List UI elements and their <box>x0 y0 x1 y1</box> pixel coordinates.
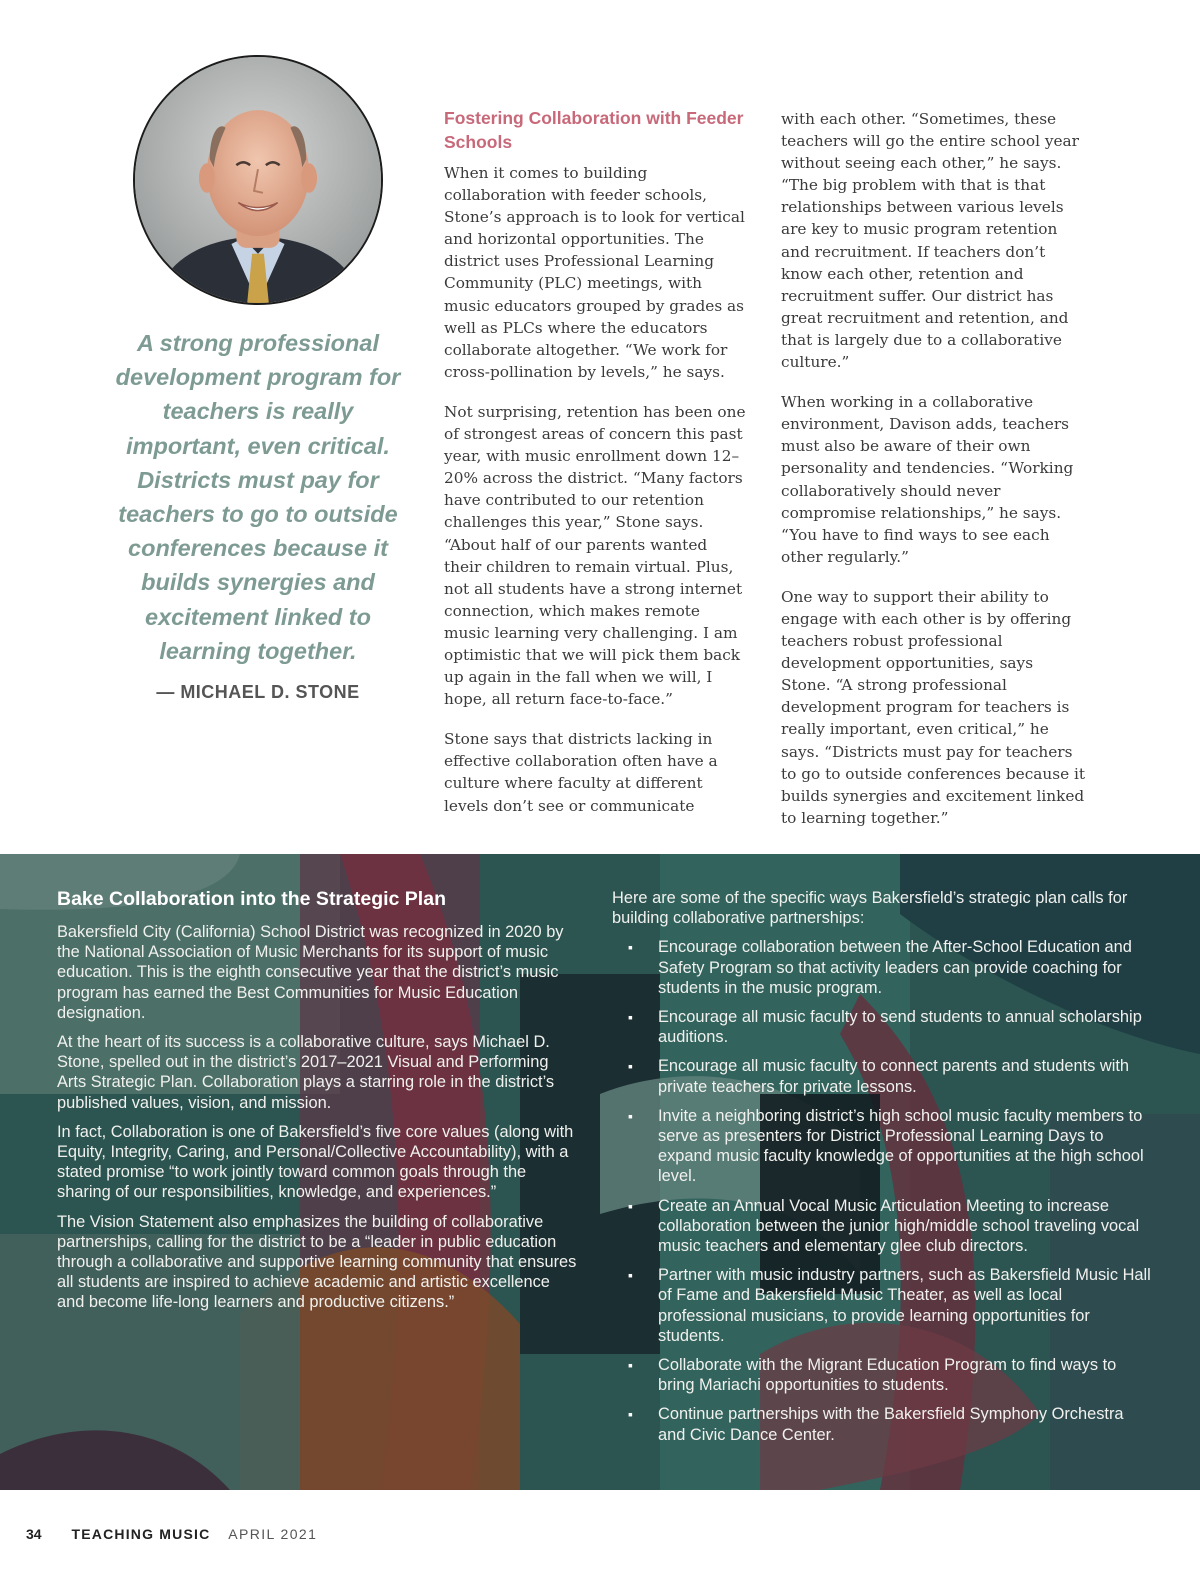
list-item: ▪ Encourage all music faculty to send students to annual scholarship auditions. <box>612 1007 1152 1047</box>
sidebar-paragraph: Bakersfield City (California) School District was recognized in 2020 by the National Association of Music Merchants for its support of music education. This is the eighth consecutive year that the district’s music program has earned the Best Communities for Music Education designation. <box>57 923 564 1022</box>
article-subhead: Fostering Collaboration with Feeder Schools <box>444 108 744 152</box>
article-column-right <box>781 108 1086 847</box>
issue-date: APRIL 2021 <box>228 1526 318 1542</box>
sidebar-paragraph: The Vision Statement also emphasizes the building of collaborative partnerships, calling for the district to be a “leader in public education through a collaborative and supportive learning community that ensures all students are inspired to achieve academic and artistic excellence and become life-long learners and productive citizens.” <box>57 1212 577 1312</box>
page-footer <box>26 1526 317 1542</box>
strategic-plan-list <box>612 937 1152 1444</box>
list-item: ▪ Create an Annual Vocal Music Articulation Meeting to increase collaboration between the junior high/middle school traveling vocal music teachers and elementary glee club directors. <box>612 1196 1152 1257</box>
list-item: ▪ Collaborate with the Migrant Education Program to find ways to bring Mariachi opportunities to students. <box>612 1355 1152 1395</box>
portrait-illustration <box>135 57 381 303</box>
article-paragraph: One way to support their ability to engage with each other is by offering teachers robust professional development opportunities, says Stone. “A strong professional development program for teachers is really important, even critical,” he says. “Districts must pay for teachers to go to outside conferences because it builds synergies and excitement linked to learning together.” <box>781 587 1086 827</box>
article-paragraph: with each other. “Sometimes, these teachers will go the entire school year without seeing each other,” he says. “The big problem with that is that relationships between various levels are key to music program retention and recruitment. If teachers don’t know each other, retention and recruitment suffer. Our district has great recruitment and retention, and that is largely due to a collaborative culture.” <box>781 110 1079 372</box>
sidebar-intro: Here are some of the specific ways Bakersfield’s strategic plan calls for building collaborative partnerships: <box>612 889 1128 928</box>
list-item: ▪ Partner with music industry partners, such as Bakersfield Music Hall of Fame and Bakersfield Music Theater, as well as local professional musicians, to provide learning opportunities for students. <box>612 1265 1152 1346</box>
list-item: ▪ Encourage all music faculty to connect parents and students with private teachers for private lessons. <box>612 1056 1152 1096</box>
article-column-left <box>444 106 749 835</box>
portrait-photo <box>133 55 383 305</box>
pull-quote-attribution: — MICHAEL D. STONE <box>156 682 360 702</box>
list-item: ▪ Invite a neighboring district’s high school music faculty members to serve as presenters for District Professional Learning Days to expand music faculty knowledge of opportunities at the high school level. <box>612 1106 1152 1187</box>
article-paragraph: When working in a collaborative environment, Davison adds, teachers must also be aware of their own personality and tendencies. “Working collaboratively should never compromise relationships,” he says. “You have to find ways to see each other regularly.” <box>781 393 1074 566</box>
sidebar-content <box>0 854 1200 1490</box>
sidebar-panel <box>0 854 1200 1490</box>
page-number: 34 <box>26 1526 42 1542</box>
article-paragraph: When it comes to building collaboration with feeder schools, Stone’s approach is to look for vertical and horizontal opportunities. The district uses Professional Learning Community (PLC) meetings, with music educators grouped by grades as well as PLCs where the educators collaborate altogether. “We work for cross-pollination by levels,” he says. <box>444 164 745 381</box>
pull-quote: A strong professional development program for teachers is really important, even critical. Districts must pay for teachers to go to outside conferences because it builds synergies and excitement linked to learning together. <box>115 330 401 664</box>
article-paragraph: Stone says that districts lacking in effective collaboration often have a culture where faculty at different levels don’t see or communicate <box>444 730 718 815</box>
list-item: ▪ Encourage collaboration between the After-School Education and Safety Program so that activity leaders can provide coaching for students in the music program. <box>612 937 1152 998</box>
sidebar-paragraph: At the heart of its success is a collaborative culture, says Michael D. Stone, spelled out in the district’s 2017–2021 Visual and Performing Arts Strategic Plan. Collaboration plays a starring role in the district’s published values, vision, and mission. <box>57 1033 555 1112</box>
article-paragraph: Not surprising, retention has been one of strongest areas of concern this past year, with music enrollment down 12–20% across the district. “Many factors have contributed to our retention challenges this year,” Stone says. “About half of our parents wanted their children to remain virtual. Plus, not all students have a strong internet connection, which makes remote music learning very challenging. I am optimistic that we will pick them back up again in the fall when we will, I hope, all return face-to-face.” <box>444 402 746 709</box>
sidebar-right-column <box>612 888 1152 1454</box>
sidebar-paragraph: In fact, Collaboration is one of Bakersfield’s five core values (along with Equity, Integrity, Caring, and Personal/Collective Accountability), with a stated promise “to work jointly toward common goals through the sharing of our responsibilities, knowledge, and experiences.” <box>57 1122 574 1202</box>
sidebar-title: Bake Collaboration into the Strategic Plan <box>57 888 446 910</box>
magazine-name: TEACHING MUSIC <box>71 1526 211 1542</box>
sidebar-left-column <box>57 922 577 1322</box>
list-item: ▪ Continue partnerships with the Bakersfield Symphony Orchestra and Civic Dance Center. <box>612 1404 1152 1444</box>
